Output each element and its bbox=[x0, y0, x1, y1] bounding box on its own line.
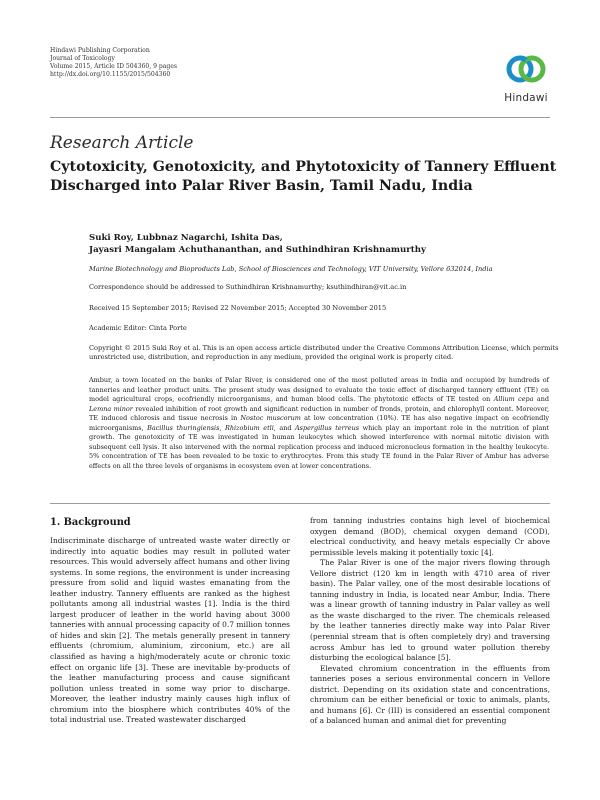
publisher-line: Hindawi Publishing Corporation bbox=[50, 47, 150, 54]
abstract-text: , and bbox=[273, 423, 295, 432]
header-divider bbox=[50, 117, 550, 118]
body-paragraph: Indiscriminate discharge of untreated waste water directly or indirectly into aquatic bodies may result in polluted water resources. This would adversely affect humans and other living systems. In some regions, the environment is under increasing pressure from solid and liquid wastes emanating from the leather industry. Tannery effluents are ranked as the highest pollutants among all industrial wastes [1]. India is the third largest producer of leather in the world having about 3000 tanneries with annual processing capacity of 0.7 million tonnes of hides and skin [2]. The metals generally present in tannery effluents (chromium, aluminium, zirconium, etc.) are all classified as having a high/moderately acute or chronic toxic effect on organic life [3]. These are inevitable by-products of the leather manufacturing process and cause significant pollution unless treated in some way prior to discharge. Moreover, the leather industry mainly causes high influx of chromium into the biosphere which contributes 40% of the total industrial use. Treated wastewater discharged bbox=[50, 536, 290, 725]
species-rhizobium: Rhizobium etli bbox=[225, 423, 274, 432]
volume-line: Volume 2015, Article ID 504360, 9 pages bbox=[50, 63, 178, 70]
article-type: Research Article bbox=[50, 133, 194, 153]
correspondence: Correspondence should be addressed to Suthindhiran Krishnamurthy; ksuthindhiran@vit.ac.in bbox=[89, 283, 407, 291]
species-nostoc: Nostoc muscorum bbox=[240, 414, 301, 422]
abstract-text: , bbox=[219, 423, 225, 432]
body-column-left bbox=[50, 516, 290, 726]
authors-line-1: Suki Roy, Lubbnaz Nagarchi, Ishita Das, bbox=[89, 233, 283, 243]
affiliation: Marine Biotechnology and Bioproducts Lab, School of Biosciences and Technology, VIT University, Vellore 632014, India bbox=[89, 265, 493, 273]
page-title: Cytotoxicity, Genotoxicity, and Phytotoxicity of Tannery Effluent Discharged into Palar River Basin, Tamil Nadu, India bbox=[50, 159, 557, 194]
academic-editor: Academic Editor: Cinta Porte bbox=[89, 324, 187, 332]
body-paragraph: from tanning industries contains high level of biochemical oxygen demand (BOD), chemical oxygen demand (COD), electrical conductivity, and heavy metals especially Cr above permissible levels making it potentially toxic [4]. bbox=[310, 516, 550, 557]
section-heading: 1. Background bbox=[50, 517, 131, 528]
copyright-notice: Copyright © 2015 Suki Roy et al. This is an open access article distributed under the Creative Commons Attribution License, which permits unrestricted use, distribution, and reproduction in any medium, provided the original work is properly cited. bbox=[89, 344, 559, 361]
hindawi-wordmark: Hindawi bbox=[504, 92, 548, 104]
abstract-text: Ambur, a town located on the banks of Palar River, is considered one of the most polluted areas in India and occupied by hundreds of tanneries and leather product units. The present study was designed to evaluate the toxic effect of discharged tannery effluent (TE) on model agricultural crops, ecofriendly microorganisms, and human blood cells. The phytotoxic effects of TE tested on bbox=[89, 376, 549, 403]
journal-name: Journal of Toxicology bbox=[50, 55, 115, 62]
journal-header bbox=[50, 47, 177, 79]
abstract-text: and bbox=[533, 395, 549, 403]
body-column-right bbox=[310, 516, 550, 727]
body-paragraph: The Palar River is one of the major rivers flowing through Vellore district (120 km in length with 4710 area of river basin). The Palar valley, one of the most desirable locations of tanning industry in India, is located near Ambur, India. There was a linear growth of tanning industry in Palar valley as well as the waste discharged to the river. The chemicals released by the leather tanneries directly make way into Palar River (perennial stream that is often completely dry) and traversing across Ambur has led to ground water pollution thereby disturbing the ecological balance [5]. bbox=[310, 558, 550, 663]
authors-line-2: Jayasri Mangalam Achuthananthan, and Suthindhiran Krishnamurthy bbox=[89, 245, 427, 255]
abstract-text: at low concentration (10%). TE has also negative impact on ecofriendly microorganisms, bbox=[89, 414, 549, 432]
species-lemna: Lemna minor bbox=[89, 404, 133, 413]
body-paragraph: Elevated chromium concentration in the effluents from tanneries poses a serious environmental concern in Vellore district. Depending on its oxidation state and concentrations, chromium can be either beneficial or toxic to animals, plants, and humans [6]. Cr (III) is considered an essential component of a balanced human and animal diet for preventing bbox=[310, 663, 550, 726]
doi-link[interactable]: http://dx.doi.org/10.1155/2015/504360 bbox=[50, 71, 171, 78]
abstract bbox=[89, 376, 549, 471]
abstract-text: which play an important role in the nutrition of plant growth. The genotoxicity of TE was investigated in human leukocytes which showed interference with normal mitotic division with subsequent cell lysis. It also intervened with the normal replication process and induced micronucleus formation in the healthy leukocyte. 5% concentration of TE has been revealed to be toxic to erythrocytes. From this study TE found in the Palar River of Ambur has adverse effects on all the three levels of organisms in ecosystem even at lower concentrations. bbox=[89, 423, 550, 470]
abstract-text: revealed inhibition of root growth and significant reduction in number of fronds, protein, and chlorophyll content. Moreover, TE induced chlorosis and tissue necrosis in bbox=[89, 404, 549, 422]
species-allium: Allium cepa bbox=[493, 395, 534, 403]
abstract-divider bbox=[50, 503, 550, 504]
article-dates: Received 15 September 2015; Revised 22 November 2015; Accepted 30 November 2015 bbox=[89, 304, 387, 312]
species-aspergillus: Aspergillus terreus bbox=[295, 423, 360, 432]
author-list bbox=[89, 232, 559, 256]
species-bacillus: Bacillus thuringiensis bbox=[147, 423, 220, 432]
